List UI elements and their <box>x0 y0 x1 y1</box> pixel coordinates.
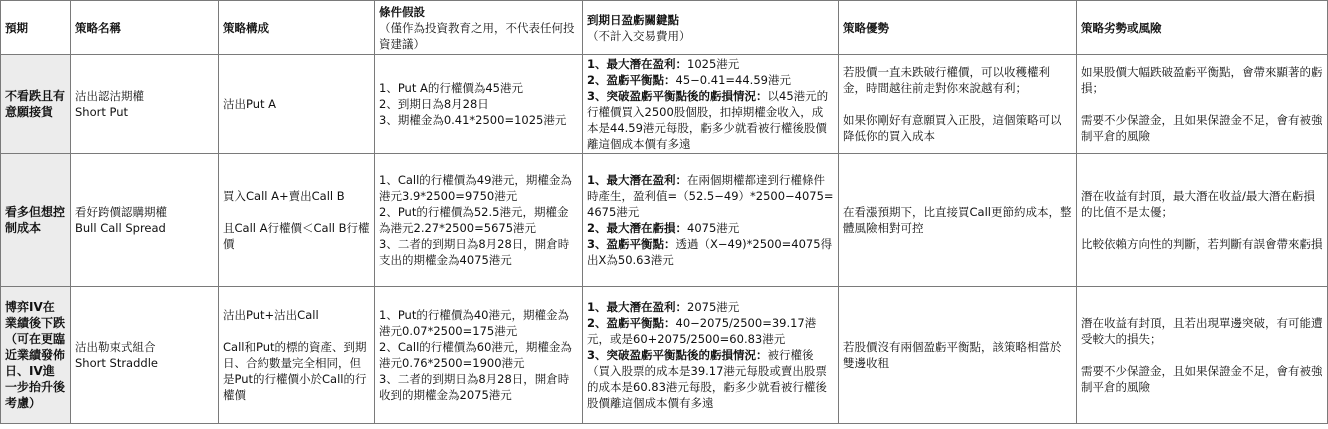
keypoints-cell <box>583 55 839 154</box>
header-strategy-name: 策略名稱 <box>71 1 219 55</box>
condition-line: 3、二者的到期日為8月28日，開倉時支出的期權金為4075港元 <box>379 237 570 267</box>
keypoint-line: 1、最大潛在盈利：在兩個期權都達到行權條件時產生，盈利值=（52.5−49）*2500−4075=4675港元 <box>587 173 834 219</box>
table-row <box>1 287 1328 424</box>
header-advantages: 策略優勢 <box>839 1 1077 55</box>
strategy-name-zh: 沽出勒束式組合 <box>75 340 156 354</box>
composition-text: 沽出Put+沽出Call <box>223 308 319 322</box>
keypoints-cell <box>583 287 839 424</box>
advantage-text: 若股價一直未跌破行權價，可以收穫權利金，時間越往前走對你來說越有利； <box>843 65 1050 95</box>
keypoint-line: 1、最大潛在盈利：1025港元 <box>587 57 740 71</box>
conditions-cell <box>375 154 583 287</box>
condition-line: 1、Put的行權價為40港元，期權金為港元0.07*2500=175港元 <box>379 308 569 338</box>
header-composition: 策略構成 <box>219 1 375 55</box>
composition-text: Call和Put的標的資產、到期日、合約數量完全相同，但是Put的行權價小於Call的行權價 <box>223 340 367 402</box>
risk-text: 潛在收益有封頂，最大潛在收益/最大潛在虧損的比值不是太優； <box>1081 189 1315 219</box>
strategy-name-zh: 看好跨價認購期權 <box>75 205 167 219</box>
condition-line: 1、Put A的行權價為45港元 <box>379 81 524 95</box>
condition-line: 3、期權金為0.41*2500=1025港元 <box>379 113 567 127</box>
keypoint-line: 3、突破盈虧平衡點後的虧損情況：以45港元的行權價買入2500股個股，扣掉期權金收入，成本是44.59港元每股，虧多少就看被行權後股價離這個成本價有多遠 <box>587 89 829 151</box>
header-period: 預期 <box>1 1 71 55</box>
advantages-cell <box>839 55 1077 154</box>
risk-text: 比較依賴方向性的判斷，若判斷有誤會帶來虧損 <box>1081 237 1323 251</box>
header-conditions <box>375 1 583 55</box>
table-row <box>1 55 1328 154</box>
risks-cell <box>1077 287 1328 424</box>
header-conditions-note: （僅作為投資教育之用，不代表任何投資建議） <box>379 20 575 51</box>
keypoint-line: 3、突破盈虧平衡點後的虧損情況：被行權後（買入股票的成本是39.17港元每股或賣出股票的成本是60.83港元每股，虧多少就看被行權後股價離這個成本價有多遠 <box>587 348 827 410</box>
risk-text: 如果股價大幅跌破盈虧平衡點，會帶來顯著的虧損； <box>1081 65 1323 95</box>
advantage-text: 在看漲預期下，比直接買Call更節約成本，整體風險相對可控 <box>843 205 1072 235</box>
keypoint-line: 1、最大潛在盈利：2075港元 <box>587 300 740 314</box>
condition-line: 2、Put的行權價為52.5港元，期權金為港元2.27*2500=5675港元 <box>379 205 569 235</box>
composition-cell <box>219 287 375 424</box>
composition-text: 且Call A行權價＜Call B行權價 <box>223 221 370 251</box>
keypoints-cell <box>583 154 839 287</box>
header-row <box>1 1 1328 55</box>
header-keypoints-note: （不計入交易費用） <box>587 28 691 43</box>
condition-line: 3、二者的到期日為8月28日，開倉時收到的期權金為2075港元 <box>379 372 570 402</box>
risks-cell <box>1077 154 1328 287</box>
header-conditions-title: 條件假設 <box>379 4 425 19</box>
period-cell: 博弈IV在業績後下跌（可在更臨近業績發佈日、IV進一步抬升後考慮） <box>1 287 71 424</box>
risks-cell <box>1077 55 1328 154</box>
advantage-text: 如果你剛好有意願買入正股，這個策略可以降低你的買入成本 <box>843 113 1062 143</box>
risk-text: 需要不少保證金，且如果保證金不足，會有被強制平倉的風險 <box>1081 364 1323 394</box>
keypoint-line: 3、盈虧平衡點：透過（X−49)*2500=4075得出X為50.63港元 <box>587 237 833 267</box>
condition-line: 2、Call的行權價為60港元，期權金為港元0.76*2500=1900港元 <box>379 340 572 370</box>
condition-line: 2、到期日為8月28日 <box>379 97 489 111</box>
strategy-name-en: Bull Call Spread <box>75 221 166 235</box>
risk-text: 需要不少保證金，且如果保證金不足，會有被強制平倉的風險 <box>1081 113 1323 143</box>
strategy-name-en: Short Put <box>75 105 129 119</box>
composition-text: 買入Call A+賣出Call B <box>223 189 345 203</box>
strategy-name-zh: 沽出認沽期權 <box>75 89 144 103</box>
composition-cell <box>219 55 375 154</box>
advantage-text: 若股價沒有兩個盈虧平衡點，該策略相當於雙邊收租 <box>843 340 1062 370</box>
header-risks: 策略劣勢或風險 <box>1077 1 1328 55</box>
conditions-cell <box>375 55 583 154</box>
composition-text: 沽出Put A <box>223 97 277 111</box>
table-row <box>1 154 1328 287</box>
advantages-cell <box>839 287 1077 424</box>
keypoint-line: 2、盈虧平衡點：40−2075/2500=39.17港元，或是60+2075/2500=60.83港元 <box>587 316 817 346</box>
period-cell: 不看跌且有意願接貨 <box>1 55 71 154</box>
keypoint-line: 2、盈虧平衡點：45−0.41=44.59港元 <box>587 73 791 87</box>
advantages-cell <box>839 154 1077 287</box>
conditions-cell <box>375 287 583 424</box>
strategy-name-cell <box>71 287 219 424</box>
period-cell: 看多但想控制成本 <box>1 154 71 287</box>
risk-text: 潛在收益有封頂，且若出現單邊突破，有可能遭受較大的損失； <box>1081 316 1323 346</box>
composition-cell <box>219 154 375 287</box>
header-keypoints <box>583 1 839 55</box>
strategy-name-cell <box>71 154 219 287</box>
header-keypoints-title: 到期日盈虧關鍵點 <box>587 12 679 27</box>
strategy-name-cell <box>71 55 219 154</box>
condition-line: 1、Call的行權價為49港元，期權金為港元3.9*2500=9750港元 <box>379 173 572 203</box>
strategy-name-en: Short Straddle <box>75 356 158 370</box>
keypoint-line: 2、最大潛在虧損：4075港元 <box>587 221 740 235</box>
